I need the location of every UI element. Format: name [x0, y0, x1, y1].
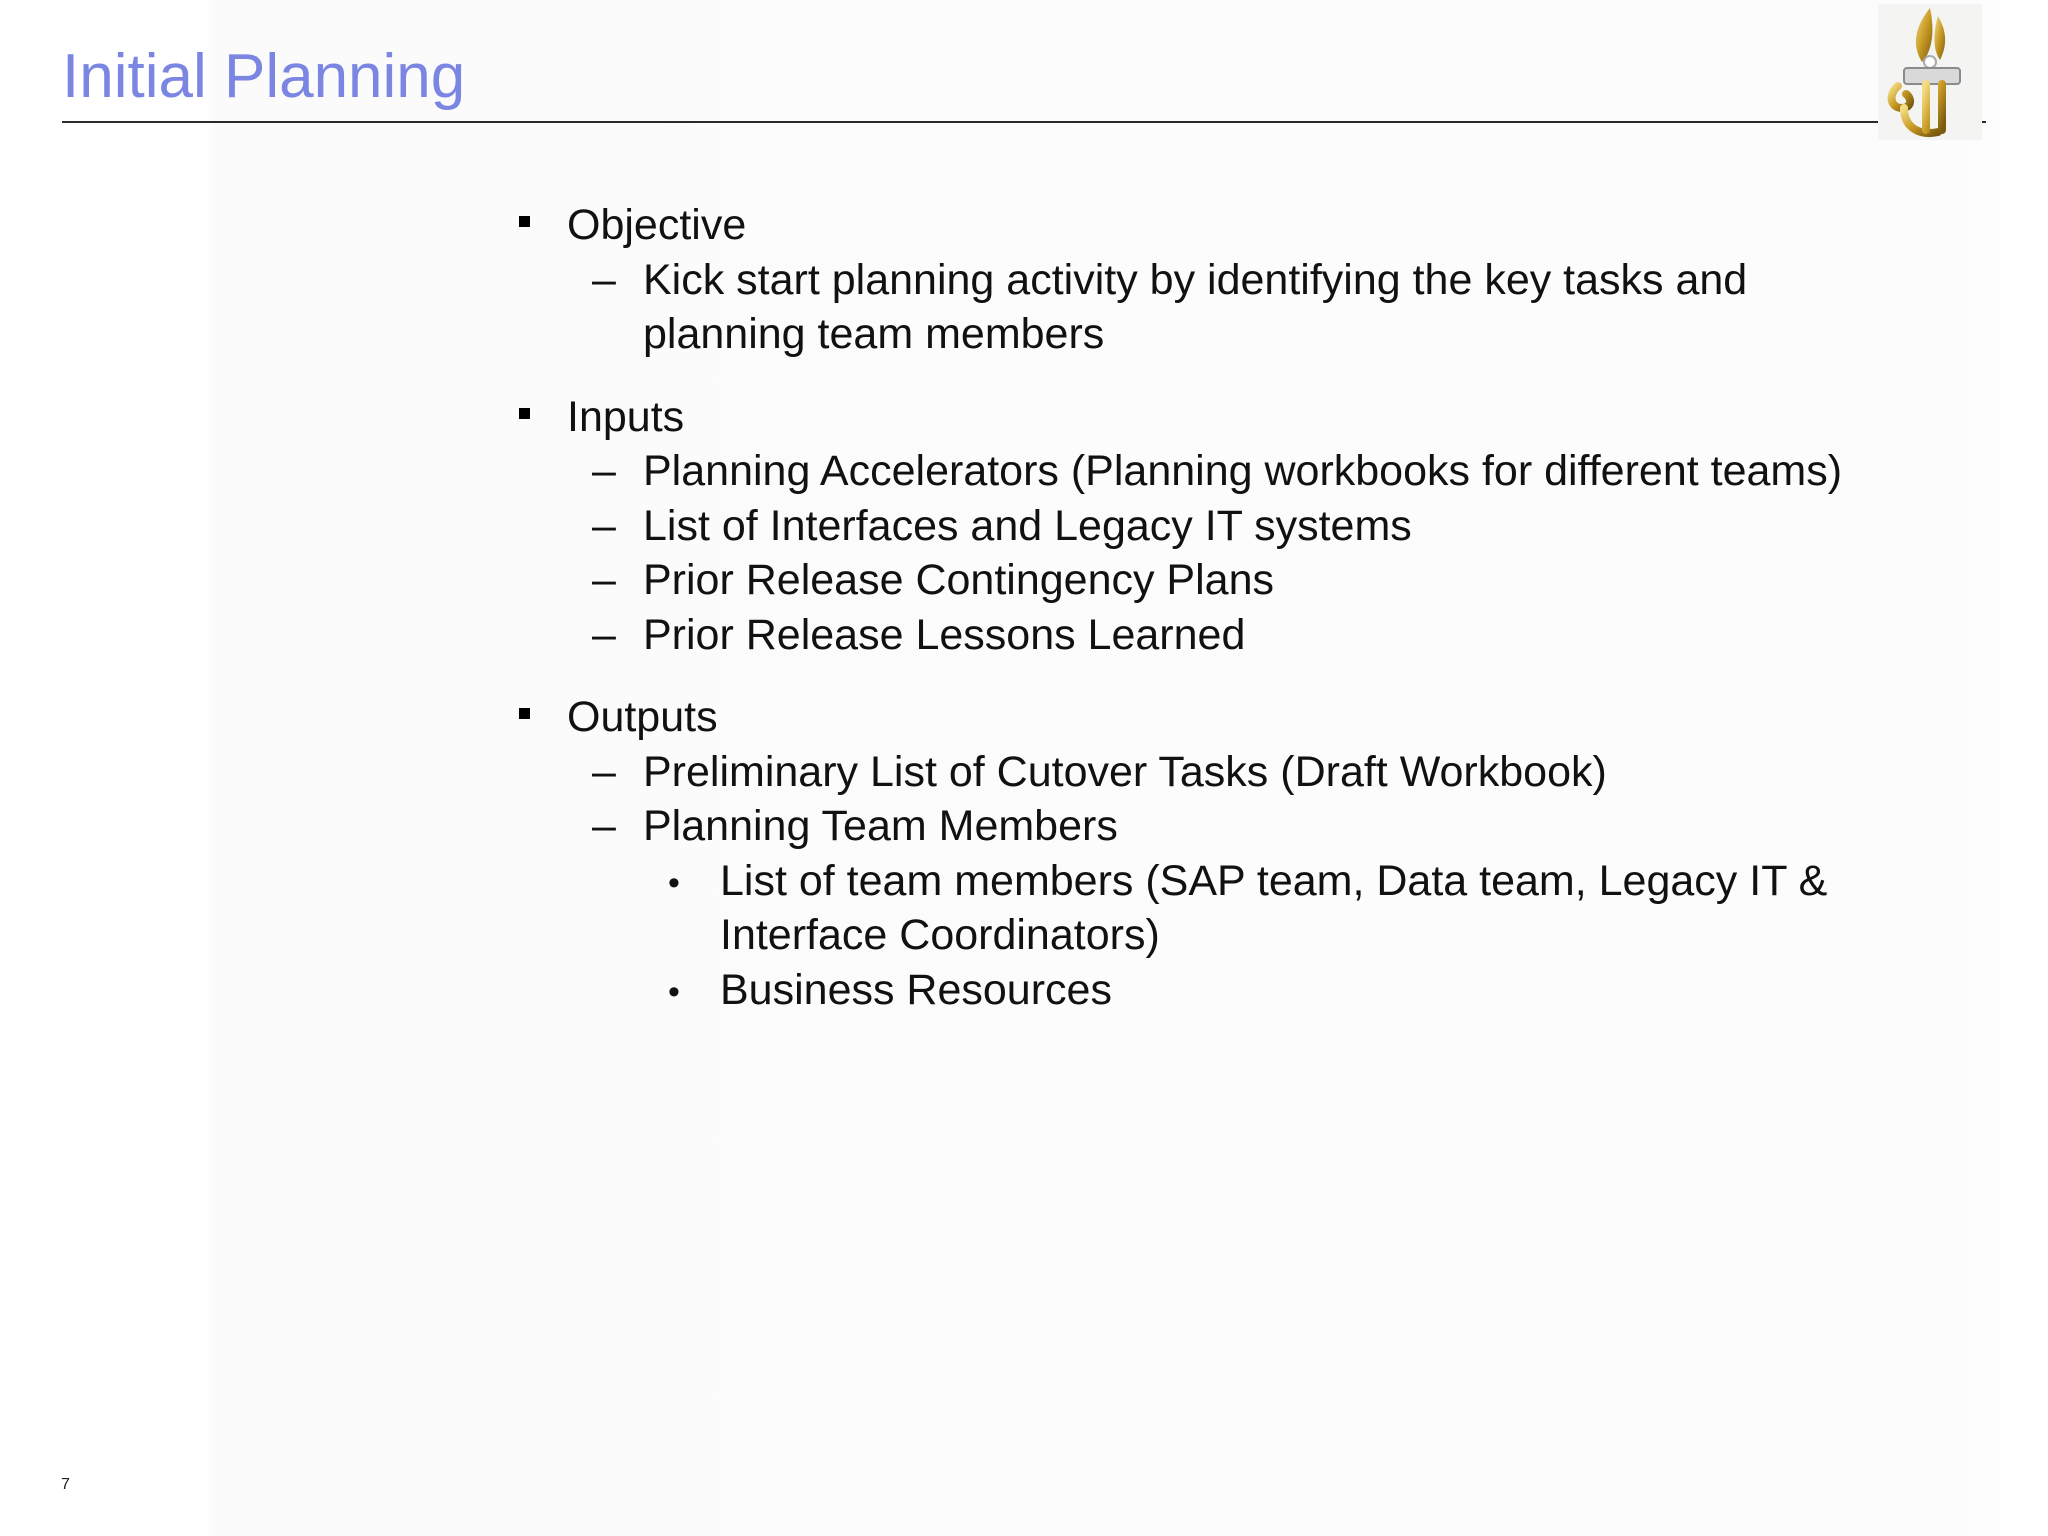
dash-bullet-icon: –	[592, 610, 616, 659]
section-outputs	[515, 690, 1995, 1017]
level2-item	[515, 499, 1995, 554]
round-bullet-icon: •	[668, 972, 680, 1011]
level3-item-continuation	[515, 908, 1995, 963]
slide-title: Initial Planning	[62, 42, 466, 111]
item-text: Prior Release Contingency Plans	[643, 556, 1274, 604]
title-divider	[62, 121, 1986, 123]
dash-bullet-icon: –	[592, 447, 616, 495]
dash-bullet-icon: –	[592, 501, 616, 550]
level2-item-continuation	[515, 307, 1995, 362]
level1-item	[515, 690, 1995, 745]
level1-item	[515, 198, 1995, 253]
level3-item	[515, 854, 1995, 909]
section-heading: Objective	[567, 201, 747, 249]
level2-item	[515, 799, 1995, 854]
section-objective	[515, 198, 1995, 362]
level3-item	[515, 963, 1995, 1018]
section-heading: Outputs	[567, 693, 718, 741]
square-bullet-icon	[519, 216, 530, 227]
item-text: Planning Accelerators (Planning workbooks for different teams)	[643, 447, 1843, 495]
item-text: Business Resources	[720, 965, 1112, 1014]
item-text: List of Interfaces and Legacy IT systems	[643, 501, 1412, 550]
dash-bullet-icon: –	[592, 747, 616, 796]
item-text: Interface Coordinators)	[720, 911, 1160, 959]
dash-bullet-icon: –	[592, 556, 616, 604]
level2-item	[515, 608, 1995, 663]
section-heading: Inputs	[567, 392, 685, 441]
square-bullet-icon	[519, 408, 530, 419]
level2-item	[515, 745, 1995, 800]
level2-item	[515, 253, 1995, 308]
logo-icon	[1878, 4, 1982, 140]
square-bullet-icon	[519, 708, 530, 719]
level1-item	[515, 390, 1995, 445]
section-inputs	[515, 390, 1995, 663]
item-text: Preliminary List of Cutover Tasks (Draft Workbook)	[643, 747, 1607, 796]
slide-body	[515, 198, 1995, 1045]
item-text: planning team members	[643, 310, 1105, 358]
level2-item	[515, 553, 1995, 608]
page-number: 7	[61, 1476, 70, 1493]
dash-bullet-icon: –	[592, 802, 616, 850]
item-text: Kick start planning activity by identifying the key tasks and	[643, 255, 1748, 304]
round-bullet-icon: •	[668, 863, 680, 902]
item-text: Prior Release Lessons Learned	[643, 610, 1246, 659]
item-text: List of team members (SAP team, Data team, Legacy IT &	[720, 856, 1828, 905]
level2-item	[515, 444, 1995, 499]
gold-emblem-logo-icon	[1878, 4, 1982, 140]
dash-bullet-icon: –	[592, 255, 616, 304]
item-text: Planning Team Members	[643, 802, 1118, 850]
